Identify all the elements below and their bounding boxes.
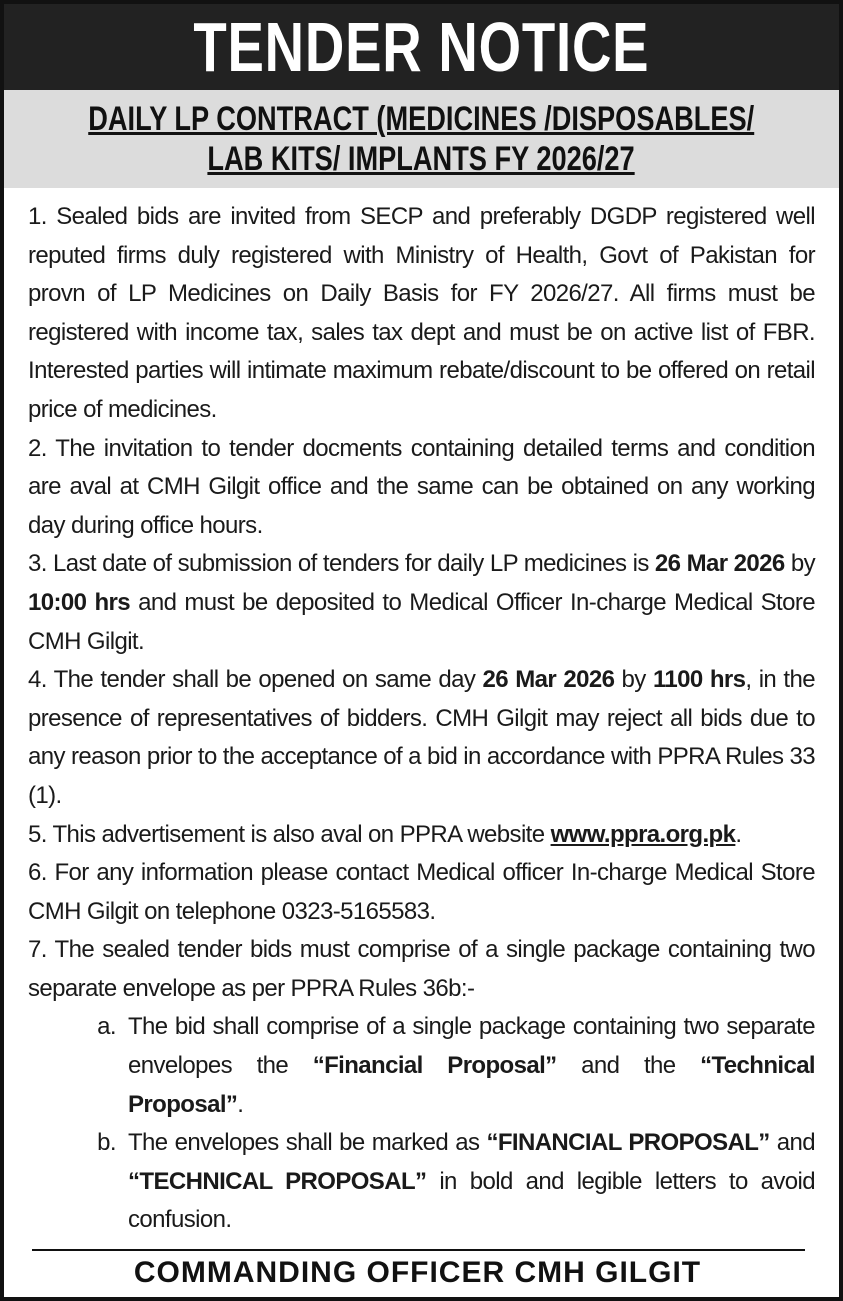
clause-4: [28, 661, 815, 815]
text: by: [784, 550, 815, 578]
sub-text: [128, 1124, 815, 1240]
text: and the: [556, 1052, 701, 1080]
clause-2: 2. The invitation to tender docments containing detailed terms and condition are aval at CMH Gilgit office and the same can be obtained on any working day during office hours.: [28, 434, 815, 539]
text: , in the presence of representatives of bidders. CMH Gilgit may reject all bids due to any reason prior to the acceptance of a bid in accordance with PPRA Rules 33 (1).: [28, 666, 815, 809]
title-bar: [4, 4, 839, 90]
subtitle-band: [4, 90, 839, 188]
subtitle-line-2: LAB KITS/ IMPLANTS FY 2026/27: [207, 140, 636, 178]
text: .: [735, 820, 742, 848]
text: 5. This advertisement is also aval on PPRA website: [28, 820, 551, 848]
sub-label: a.: [97, 1013, 116, 1041]
financial-proposal: “Financial Proposal”: [312, 1052, 557, 1080]
submission-date: 26 Mar 2026: [654, 550, 785, 578]
clause-7: 7. The sealed tender bids must comprise of a single package containing two separate envelope as per PPRA Rules 36b:-: [28, 936, 815, 1002]
signature: COMMANDING OFFICER CMH GILGIT: [133, 1256, 702, 1289]
clause-5: [28, 816, 815, 855]
subtitle-line-1: DAILY LP CONTRACT (MEDICINES /DISPOSABLES/: [88, 100, 755, 138]
opening-time: 1100 hrs: [652, 666, 746, 694]
clause-7b: [28, 1124, 815, 1240]
opening-date: 26 Mar 2026: [482, 666, 615, 694]
ppra-website-link[interactable]: www.ppra.org.pk: [550, 820, 736, 848]
clause-7a: [28, 1008, 815, 1124]
text: by: [614, 666, 653, 694]
sub-label: b.: [97, 1129, 116, 1157]
sub-text: [128, 1008, 815, 1124]
text: 4. The tender shall be opened on same day: [28, 666, 483, 694]
clause-3: [28, 545, 815, 661]
technical-proposal-caps: “TECHNICAL PROPOSAL”: [128, 1167, 427, 1195]
clause-1: 1. Sealed bids are invited from SECP and preferably DGDP registered well reputed firms duly registered with Ministry of Health, Govt of Pakistan for provn of LP Medicines on Daily Basis for FY 2026/27. All firms must be registered with income tax, sales tax dept and must be on active list of FBR. Interested parties will intimate maximum rebate/discount to be offered on retail price of medicines.: [28, 203, 815, 423]
text: The envelopes shall be marked as: [128, 1129, 487, 1157]
notice-body: [4, 188, 839, 1240]
clause-6: 6. For any information please contact Medical officer In-charge Medical Store CMH Gilgit on telephone 0323-5165583.: [28, 859, 815, 925]
financial-proposal-caps: “FINANCIAL PROPOSAL”: [486, 1129, 770, 1157]
text: in bold and legible letters to avoid confusion.: [128, 1167, 815, 1234]
text: 3. Last date of submission of tenders for daily LP medicines is: [28, 550, 655, 578]
divider: [32, 1249, 805, 1251]
technical-proposal: “Technical Proposal”: [128, 1052, 816, 1118]
text: and must be deposited to Medical Officer In-charge Medical Store CMH Gilgit.: [28, 588, 815, 655]
text: The bid shall comprise of a single package containing two separate envelopes the: [128, 1013, 815, 1080]
page-title: TENDER NOTICE: [193, 8, 650, 86]
text: and: [769, 1129, 816, 1157]
submission-time: 10:00 hrs: [28, 588, 131, 616]
text: .: [237, 1090, 244, 1118]
